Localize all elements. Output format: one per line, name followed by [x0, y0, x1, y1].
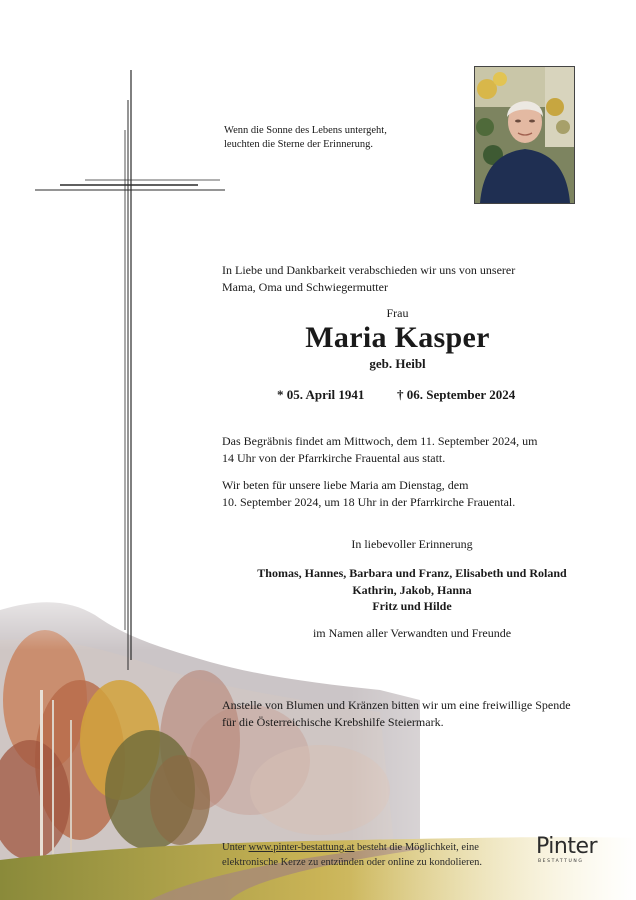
donation-line: für die Österreichische Krebshilfe Steiermark. [222, 714, 444, 729]
funeral-line: 14 Uhr von der Pfarrkirche Frauental aus statt. [222, 450, 446, 465]
footer-text [222, 840, 522, 870]
prayer-line: 10. September 2024, um 18 Uhr in der Pfarrkirche Frauental. [222, 494, 516, 509]
donation-info [222, 697, 622, 730]
intro-line: Mama, Oma und Schwiegermutter [222, 279, 388, 294]
funeral-info [222, 433, 602, 466]
quote-line: leuchten die Sterne der Erinnerung. [224, 139, 373, 150]
footer-line: elektronische Kerze zu entzünden oder online zu kondolieren. [222, 857, 483, 868]
quote-line: Wenn die Sonne des Lebens untergeht, [224, 125, 387, 136]
logo-brand: Pinter [536, 834, 598, 859]
birth-date: * 05. April 1941 [277, 387, 365, 402]
maiden-name: geb. Heibl [369, 356, 426, 371]
prayer-info [222, 477, 602, 510]
salutation: Frau [386, 306, 409, 320]
family-names [212, 565, 612, 615]
donation-line: Anstelle von Blumen und Kränzen bitten wir um eine freiwillige Spende [222, 698, 571, 712]
portrait-image [475, 67, 574, 203]
cross-icon [30, 70, 230, 670]
pinter-logo [536, 834, 616, 864]
website-link[interactable]: www.pinter-bestattung.at [248, 842, 355, 853]
deceased-name: Maria Kasper [305, 321, 490, 354]
family-line: Thomas, Hannes, Barbara und Franz, Elisabeth und Roland [257, 566, 567, 580]
prayer-line: Wir beten für unsere liebe Maria am Dienstag, dem [222, 478, 469, 492]
funeral-line: Das Begräbnis findet am Mittwoch, dem 11. September 2024, um [222, 434, 538, 448]
portrait-photo [474, 66, 575, 204]
intro-text [222, 262, 602, 295]
intro-line: In Liebe und Dankbarkeit verabschieden wir uns von unserer [222, 263, 516, 277]
logo-sub: BESTATTUNG [538, 859, 584, 864]
footer-prefix: Unter [222, 842, 249, 853]
family-line: Fritz und Hilde [372, 599, 452, 613]
closing-text: im Namen aller Verwandten und Freunde [312, 626, 512, 640]
death-date: † 06. September 2024 [397, 387, 516, 402]
memory-heading: In liebevoller Erinnerung [351, 537, 473, 551]
family-line: Kathrin, Jakob, Hanna [352, 582, 472, 597]
footer-suffix: besteht die Möglichkeit, eine [354, 842, 479, 853]
quote [224, 124, 444, 152]
